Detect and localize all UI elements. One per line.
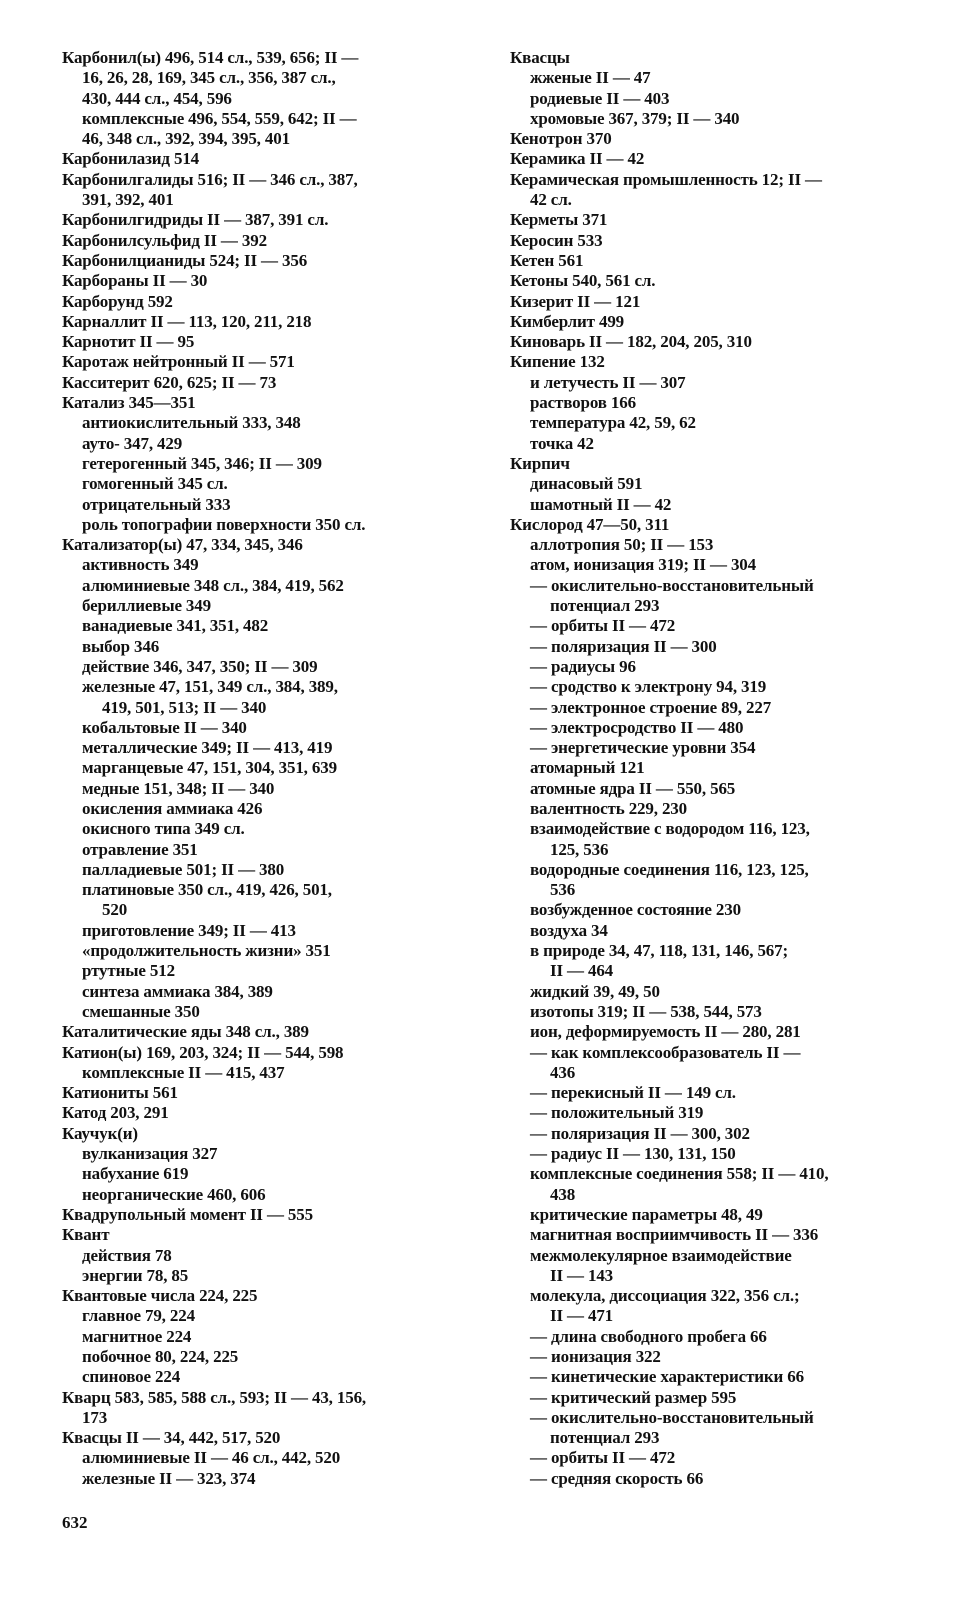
index-entry: Карналлит II — 113, 120, 211, 218 [62,311,312,331]
index-entry: — радиус II — 130, 131, 150 [530,1144,736,1164]
index-entry: — поляризация II — 300, 302 [530,1123,750,1143]
index-entry: комплексные II — 415, 437 [82,1062,285,1082]
index-entry: валентность 229, 230 [530,798,687,818]
index-entry: ион, деформируемость II — 280, 281 [530,1022,801,1042]
index-entry: Кимберлит 499 [510,311,625,331]
index-entry: — ионизация 322 [530,1347,661,1366]
index-entry: — сродство к электрону 94, 319 [530,677,767,697]
index-entry: атомные ядра II — 550, 565 [530,778,736,798]
index-entry: Каталитические яды 348 сл., 389 [62,1022,309,1042]
index-entry: — энергетические уровни 354 [530,738,756,758]
right-index-column [510,48,908,1489]
index-entry: — электронное строение 89, 227 [530,697,772,717]
index-entry: антиокислительный 333, 348 [82,413,301,433]
index-entry: выбор 346 [82,636,160,656]
index-entry: II — 464 [550,961,614,981]
index-entry: алюминиевые 348 сл., 384, 419, 562 [82,575,344,595]
index-entry: Карбонилцианиды 524; II — 356 [62,250,308,270]
index-entry: Квасцы II — 34, 442, 517, 520 [62,1428,281,1448]
index-entry: — электросродство II — 480 [530,717,744,737]
index-entry: алюминиевые II — 46 сл., 442, 520 [82,1448,341,1468]
index-entry: Керамика II — 42 [510,149,645,169]
index-entry: 430, 444 сл., 454, 596 [82,88,232,108]
index-entry: активность 349 [82,555,199,575]
index-entry: 173 [82,1407,108,1427]
index-entry: изотопы 319; II — 538, 544, 573 [530,1001,762,1021]
index-entry: и летучесть II — 307 [530,372,686,392]
index-entry: вулканизация 327 [82,1144,218,1164]
index-entry: отравление 351 [82,839,198,859]
index-entry: Киноварь II — 182, 204, 205, 310 [510,332,752,352]
index-entry: Кварц 583, 585, 588 сл., 593; II — 43, 156, [62,1387,367,1407]
index-entry: Кенотрон 370 [510,129,612,149]
index-entry: атом, ионизация 319; II — 304 [530,555,756,575]
index-entry: 391, 392, 401 [82,190,174,210]
index-entry: в природе 34, 47, 118, 131, 146, 567; [530,941,789,961]
index-entry: Кислород 47—50, 311 [510,514,670,534]
index-entry: Каучук(и) [62,1123,138,1143]
index-entry: Карнотит II — 95 [62,332,195,352]
index-entry: температура 42, 59, 62 [530,413,696,433]
index-entry: марганцевые 47, 151, 304, 351, 639 [82,758,337,778]
index-entry: металлические 349; II — 413, 419 [82,738,333,758]
index-entry: главное 79, 224 [82,1306,195,1326]
index-entry: — окислительно-восстановительный [530,1407,814,1427]
index-entry: потенциал 293 [550,1428,660,1448]
index-entry: ауто- 347, 429 [82,433,183,453]
index-entry: магнитная восприимчивость II — 336 [530,1225,819,1245]
index-entry: неорганические 460, 606 [82,1184,266,1204]
index-entry: палладиевые 501; II — 380 [82,859,285,879]
index-entry: воздуха 34 [530,920,608,940]
index-entry: — как комплексообразователь II — [530,1042,801,1062]
index-entry: родиевые II — 403 [530,88,670,108]
index-entry: — длина свободного пробега 66 [530,1326,767,1346]
index-entry: II — 143 [550,1265,614,1285]
index-entry: энергии 78, 85 [82,1265,189,1285]
index-entry: действия 78 [82,1245,172,1265]
index-entry: взаимодействие с водородом 116, 123, [530,819,810,839]
index-entry: ванадиевые 341, 351, 482 [82,616,269,636]
index-entry: — перекисный II — 149 сл. [530,1083,736,1103]
index-entry: Карбонилазид 514 [62,149,200,169]
index-entry: 536 [550,880,576,900]
index-entry: Квадрупольный момент II — 555 [62,1204,313,1224]
index-entry: Керосин 533 [510,230,603,250]
index-entry: смешанные 350 [82,1001,200,1021]
index-entry: Керметы 371 [510,210,608,230]
page-number: 632 [62,1513,88,1532]
index-entry: отрицательный 333 [82,494,231,514]
index-entry: железные 47, 151, 349 сл., 384, 389, [82,677,338,697]
index-entry: Кипение 132 [510,352,605,372]
left-index-column [62,48,460,1489]
index-entry: Катализатор(ы) 47, 334, 345, 346 [62,535,303,555]
index-entry: Кетоны 540, 561 сл. [510,271,656,291]
index-entry: 125, 536 [550,839,609,859]
index-entry: — кинетические характеристики 66 [530,1367,804,1387]
index-entry: растворов 166 [530,393,636,413]
index-entry: синтеза аммиака 384, 389 [82,981,273,1001]
index-entry: 419, 501, 513; II — 340 [102,697,267,717]
index-entry: Катализ 345—351 [62,393,196,413]
index-entry: гетерогенный 345, 346; II — 309 [82,453,322,473]
index-entry: Квант [62,1225,110,1245]
index-entry: «продолжительность жизни» 351 [82,941,331,961]
index-entry: — орбиты II — 472 [530,1448,676,1468]
index-entry: Каротаж нейтронный II — 571 [62,352,295,372]
index-entry: хромовые 367, 379; II — 340 [530,108,740,128]
index-entry: комплексные соединения 558; II — 410, [530,1164,829,1184]
index-entry: Касситерит 620, 625; II — 73 [62,372,277,392]
index-entry: бериллиевые 349 [82,596,211,616]
index-entry: Квасцы [510,48,570,67]
index-entry: — поляризация II — 300 [530,636,717,656]
index-entry: аллотропия 50; II — 153 [530,535,714,555]
index-entry: критические параметры 48, 49 [530,1204,763,1224]
index-entry: шамотный II — 42 [530,494,672,514]
index-entry: II — 471 [550,1306,614,1326]
index-entry: межмолекулярное взаимодействие [530,1245,792,1265]
index-entry: жидкий 39, 49, 50 [530,981,660,1001]
index-entry: Карбонил(ы) 496, 514 сл., 539, 656; II — [62,48,359,67]
index-entry: Катод 203, 291 [62,1103,169,1123]
index-entry: — средняя скорость 66 [530,1468,704,1488]
index-entry: действие 346, 347, 350; II — 309 [82,656,318,676]
index-entry: точка 42 [530,433,594,453]
index-entry: молекула, диссоциация 322, 356 сл.; [530,1286,800,1306]
index-entry: — орбиты II — 472 [530,616,676,636]
index-entry: — радиусы 96 [530,656,636,676]
index-entry: спиновое 224 [82,1367,181,1387]
index-entry: гомогенный 345 сл. [82,474,228,494]
index-entry: медные 151, 348; II — 340 [82,778,275,798]
index-entry: Карбонилсульфид II — 392 [62,230,267,250]
index-entry: жженые II — 47 [530,68,651,88]
index-entry: Карбонилгидриды II — 387, 391 сл. [62,210,329,230]
index-entry: кобальтовые II — 340 [82,717,247,737]
index-entry: — окислительно-восстановительный [530,575,814,595]
index-entry: Карбонилгалиды 516; II — 346 сл., 387, [62,169,358,189]
index-entry: железные II — 323, 374 [82,1468,256,1488]
index-entry: 436 [550,1062,576,1082]
index-entry: 520 [102,900,128,920]
index-entry: водородные соединения 116, 123, 125, [530,859,809,879]
index-entry: потенциал 293 [550,596,660,616]
index-entry: Карбораны II — 30 [62,271,208,291]
index-entry: возбужденное состояние 230 [530,900,741,920]
index-entry: комплексные 496, 554, 559, 642; II — [82,108,357,128]
index-entry: платиновые 350 сл., 419, 426, 501, [82,880,332,900]
index-entry: динасовый 591 [530,474,643,494]
index-entry: набухание 619 [82,1164,189,1184]
index-entry: побочное 80, 224, 225 [82,1347,239,1366]
index-entry: Кетен 561 [510,250,584,270]
index-entry: окисного типа 349 сл. [82,819,245,839]
index-entry: — критический размер 595 [530,1387,737,1407]
index-entry: 438 [550,1184,576,1204]
index-entry: Карборунд 592 [62,291,173,311]
index-entry: Керамическая промышленность 12; II — [510,169,822,189]
index-entry: атомарный 121 [530,758,645,778]
index-entry: Кизерит II — 121 [510,291,641,311]
index-entry: Кирпич [510,453,570,473]
index-entry: Катион(ы) 169, 203, 324; II — 544, 598 [62,1042,344,1062]
index-entry: 42 сл. [530,190,572,210]
index-entry: 16, 26, 28, 169, 345 сл., 356, 387 сл., [82,68,336,88]
index-entry: Катиониты 561 [62,1083,178,1103]
index-entry: — положительный 319 [530,1103,704,1123]
index-entry: приготовление 349; II — 413 [82,920,296,940]
index-entry: окисления аммиака 426 [82,798,263,818]
index-entry: ртутные 512 [82,961,175,981]
index-entry: магнитное 224 [82,1326,192,1346]
index-entry: роль топографии поверхности 350 сл. [82,514,366,534]
index-entry: Квантовые числа 224, 225 [62,1286,258,1306]
index-entry: 46, 348 сл., 392, 394, 395, 401 [82,129,290,149]
